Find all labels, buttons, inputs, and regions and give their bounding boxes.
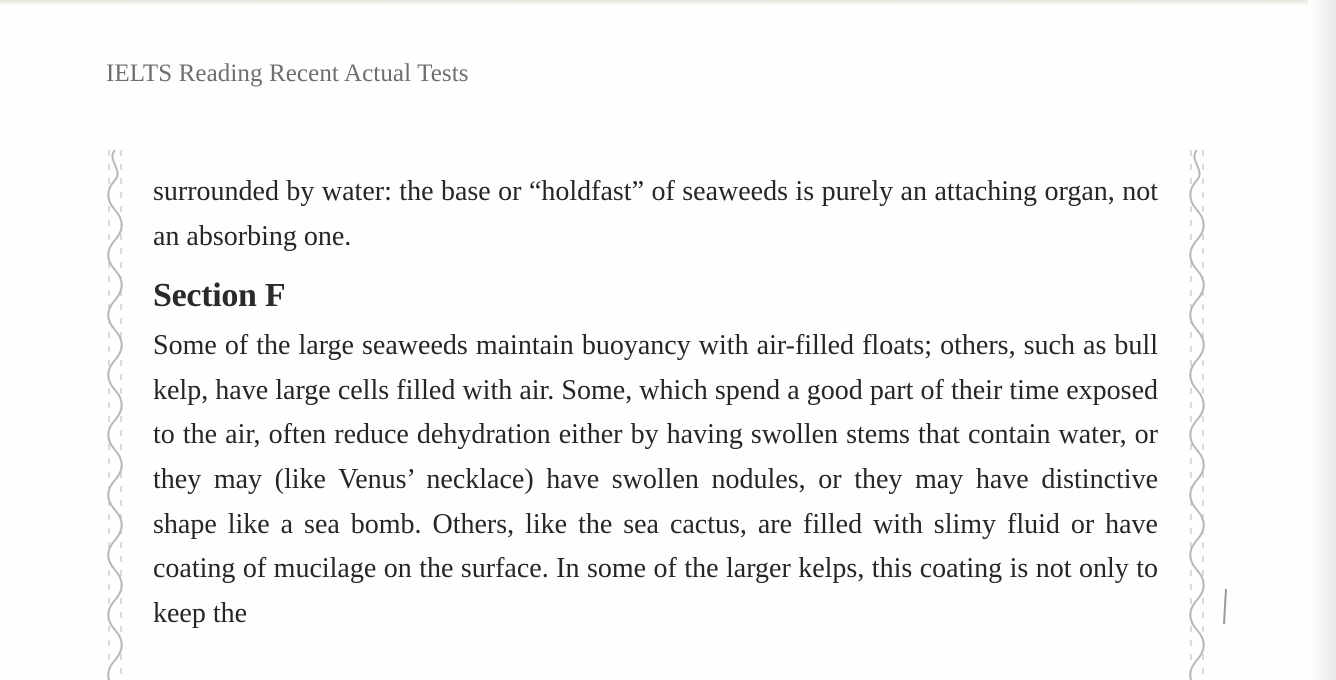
- running-header: IELTS Reading Recent Actual Tests: [106, 60, 469, 87]
- decorative-border-left: [104, 150, 126, 680]
- page-right-edge: [1308, 0, 1336, 680]
- pen-mark: [1222, 588, 1228, 626]
- body-text: [153, 170, 1158, 636]
- continuation-paragraph: surrounded by water: the base or “holdfast” of seaweeds is purely an attaching organ, not an absorbing one.: [153, 176, 1158, 252]
- section-paragraph: Some of the large seaweeds maintain buoyancy with air-filled floats; others, such as bull kelp, have large cells filled with air. Some, which spend a good part of their time exposed to the air, often reduce dehydration either by having swollen stems that contain water, or they may (like Venus’ necklace) have swollen nodules, or they may have distinctive shape like a sea bomb. Others, like the sea cactus, are filled with slimy fluid or have coating of mucilage on the surface. In some of the larger kelps, this coating is not only to keep the: [153, 330, 1158, 629]
- page-top-edge: [0, 0, 1336, 5]
- section-heading: Section F: [153, 277, 286, 315]
- decorative-border-right: [1186, 150, 1208, 680]
